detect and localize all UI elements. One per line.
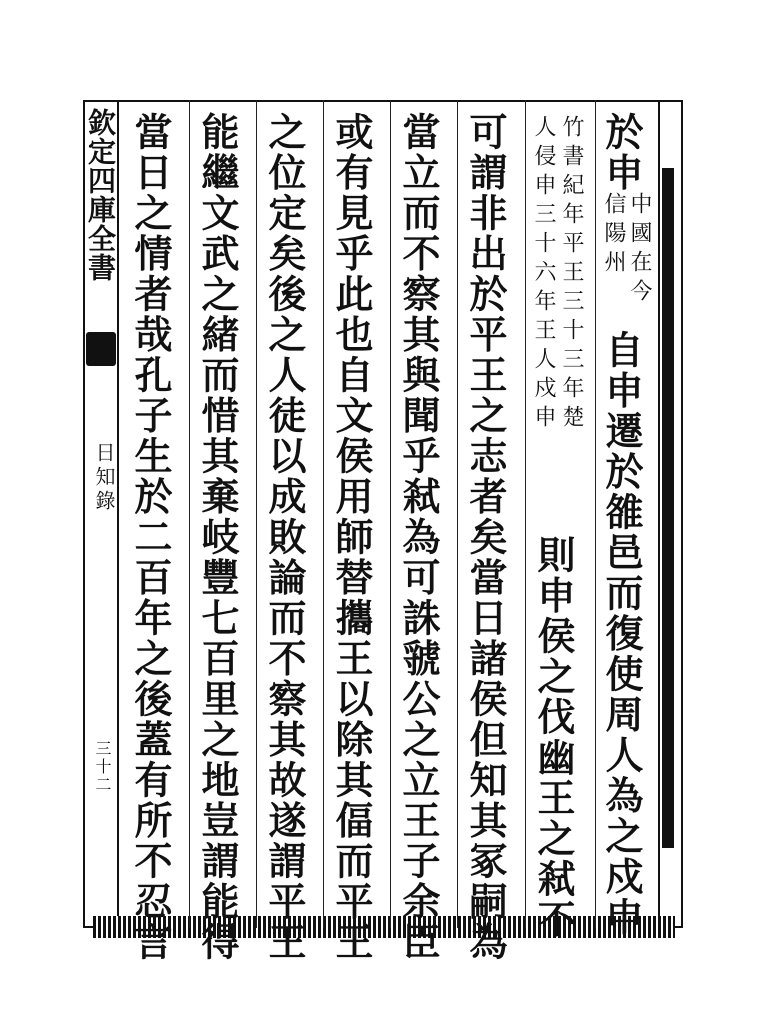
text-column-8: 當日之情者哉孔子生於二百年之後蓋有所不忍言 <box>128 112 173 963</box>
column-rule <box>189 100 190 928</box>
frame-heavy-rule <box>662 168 674 848</box>
text-column-1-note-right: 中國在今 <box>627 192 652 308</box>
text-column-1-note-left: 信陽州 <box>601 192 626 279</box>
page-number: 三十二 <box>93 740 112 794</box>
column-rule <box>323 100 324 928</box>
bottom-ornamental-band <box>93 916 675 938</box>
text-column-1-main: 於申 <box>599 112 644 193</box>
book-title: 日知錄 <box>92 442 116 514</box>
text-column-5: 或有見乎此也自文侯用師替攜王以除其偪而平王 <box>329 112 374 963</box>
column-rule <box>457 100 458 928</box>
column-rule <box>256 100 257 928</box>
column-rule <box>595 100 596 928</box>
text-column-3: 可謂非出於平王之志者矣當日諸侯但知其冢嗣為 <box>463 112 508 963</box>
column-rule <box>390 100 391 928</box>
column-rule <box>525 100 526 928</box>
text-column-2-note-left: 人侵申三十六年王人戍申 <box>531 115 556 434</box>
text-column-7: 能繼文武之緒而惜其棄岐豐七百里之地豈謂能得 <box>195 112 240 963</box>
text-column-1-continuation: 自申遷於雒邑而復使周人為之戍申 <box>599 330 644 938</box>
text-column-4: 當立而不察其與聞乎弒為可誅虢公之立王子余臣 <box>396 112 441 963</box>
text-column-6: 之位定矣後之人徒以成敗論而不察其故遂謂平王 <box>262 112 307 963</box>
text-column-2-main: 則申侯之伐幽王之弒不 <box>531 535 576 940</box>
fish-tail-ornament <box>86 332 116 366</box>
library-title: 欽定四庫全書 <box>84 108 117 282</box>
text-column-2-note-right: 竹書紀年平王三十三年楚 <box>559 115 584 434</box>
